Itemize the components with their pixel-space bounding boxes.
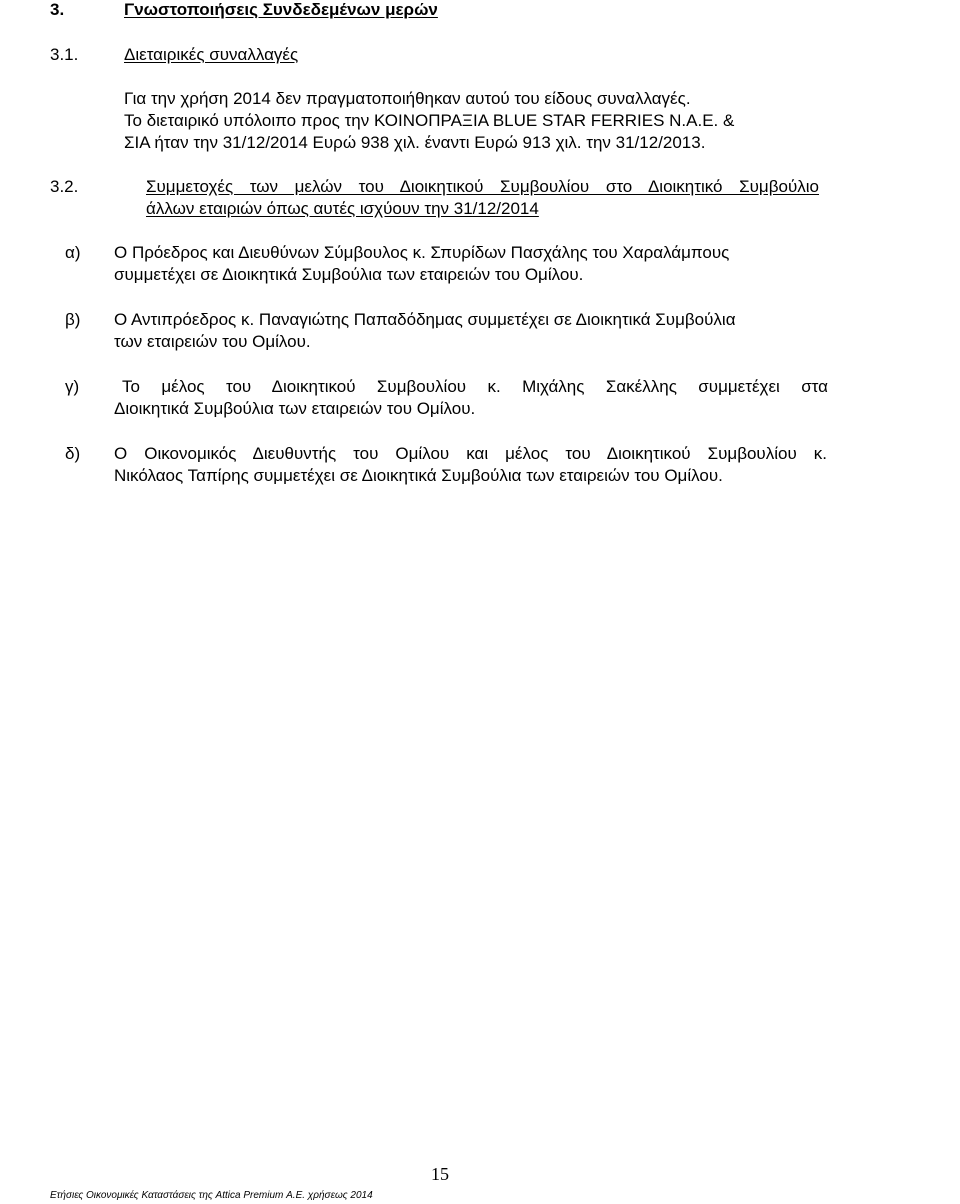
page-footer: Ετήσιες Οικονομικές Καταστάσεις της Attica Premium Α.Ε. χρήσεως 2014 — [50, 1190, 373, 1201]
subsection-number: 3.1. — [50, 45, 79, 64]
list-item-text: Διοικητικά Συμβούλια των εταιρειών του Ομίλου. — [114, 399, 476, 418]
paragraph-line: Το διεταιρικό υπόλοιπο προς την ΚΟΙΝΟΠΡΑΞΙΑ BLUE STAR FERRIES N.A.E. & — [124, 111, 735, 130]
subsection-number: 3.2. — [50, 177, 79, 196]
subsection-title: Διεταιρικές συναλλαγές — [124, 45, 299, 64]
subsection-title-line: άλλων εταιριών όπως αυτές ισχύουν την 31/12/2014 — [146, 199, 539, 218]
list-item-marker: γ) — [65, 377, 80, 396]
list-item-text: Ο Πρόεδρος και Διευθύνων Σύμβουλος κ. Σπυρίδων Πασχάλης του Χαραλάμπους — [114, 243, 730, 262]
list-item-marker: δ) — [65, 444, 81, 463]
list-item-marker: β) — [65, 310, 81, 329]
section-number: 3. — [50, 0, 65, 19]
list-item-text: Ο Οικονομικός Διευθυντής του Ομίλου και μέλος του Διοικητικού Συμβουλίου κ. — [114, 444, 827, 463]
list-item-text: Νικόλαος Ταπίρης συμμετέχει σε Διοικητικά Συμβούλια των εταιρειών του Ομίλου. — [114, 466, 723, 485]
list-item-text: των εταιρειών του Ομίλου. — [114, 332, 311, 351]
list-item-text: Ο Αντιπρόεδρος κ. Παναγιώτης Παπαδόδημας συμμετέχει σε Διοικητικά Συμβούλια — [114, 310, 736, 329]
paragraph-line: Για την χρήση 2014 δεν πραγματοποιήθηκαν αυτού του είδους συναλλαγές. — [124, 89, 691, 108]
subsection-title-line: Συμμετοχές των μελών του Διοικητικού Συμβουλίου στο Διοικητικό Συμβούλιο — [146, 177, 819, 196]
list-item-text: συμμετέχει σε Διοικητικά Συμβούλια των εταιρειών του Ομίλου. — [114, 265, 584, 284]
list-item-marker: α) — [65, 243, 81, 262]
page-number: 15 — [431, 1164, 449, 1184]
paragraph-line: ΣΙΑ ήταν την 31/12/2014 Ευρώ 938 χιλ. έναντι Ευρώ 913 χιλ. την 31/12/2013. — [124, 133, 706, 152]
section-title: Γνωστοποιήσεις Συνδεδεμένων μερών — [124, 0, 438, 19]
list-item-text: Το μέλος του Διοικητικού Συμβουλίου κ. Μιχάλης Σακέλλης συμμετέχει στα — [122, 377, 828, 396]
